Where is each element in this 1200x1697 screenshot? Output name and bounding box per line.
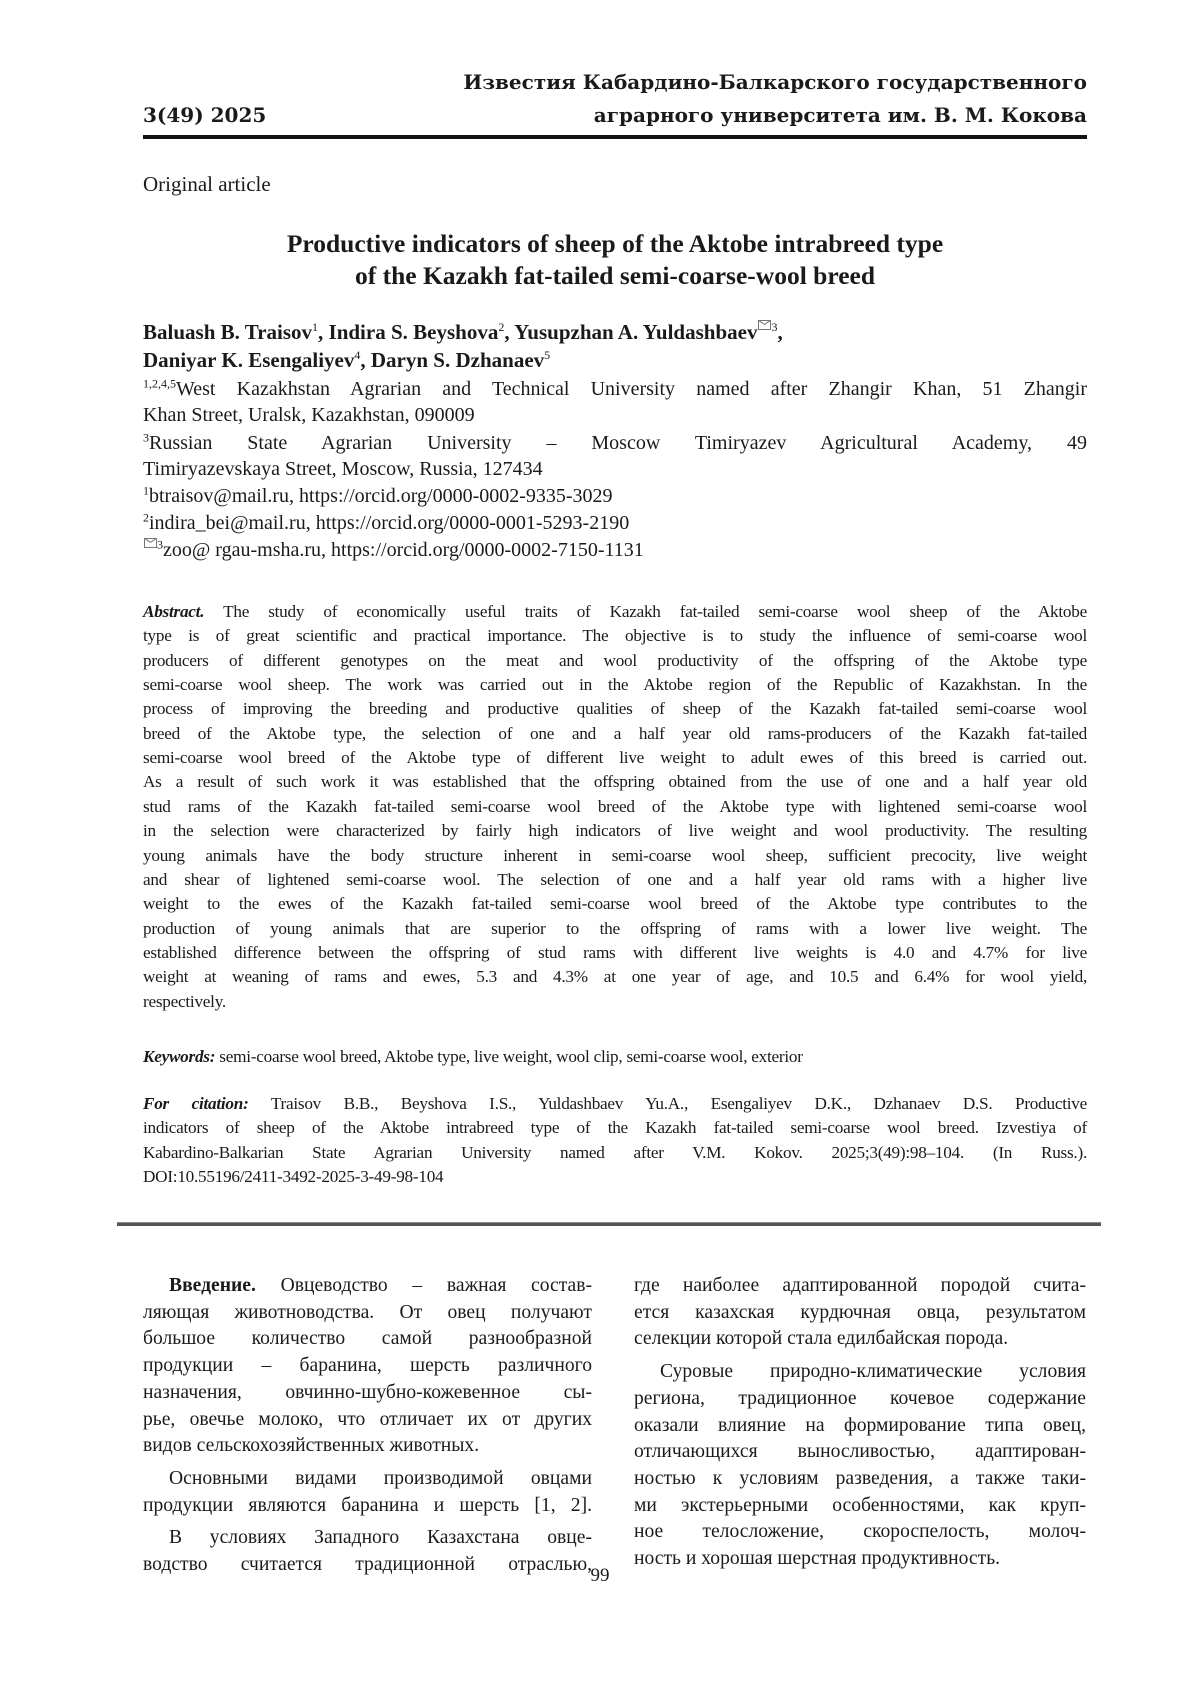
abstract-text: breed of the Aktobe type, the selection of one and a half year old rams-producers of the Kazakh fat-tailed [143, 723, 1087, 743]
affiliation-line [143, 430, 1087, 456]
contact-line [143, 483, 613, 509]
body-text: Овцеводство – важная состав- [255, 1275, 592, 1296]
body-line [143, 1493, 592, 1520]
abstract-line [143, 770, 1087, 794]
citation-label: For citation: [143, 1094, 249, 1113]
article-title [143, 228, 1087, 292]
abstract-text: production of young animals that are superior to the offspring of rams with a lower live weight. The [143, 918, 1087, 938]
body-text: ми экстерьерными особенностями, как круп- [634, 1494, 1086, 1516]
keywords-text: semi-coarse wool breed, Aktobe type, live weight, wool clip, semi-coarse wool, exterior [215, 1047, 803, 1066]
abstract-text: As a result of such work it was established that the offspring obtained from the use of one and a half year old [143, 772, 1087, 792]
body-line [143, 1380, 592, 1407]
affiliation-text: Russian State Agrarian University – Moscow Timiryazev Agricultural Academy, 49 [149, 432, 1087, 454]
abstract-text: process of improving the breeding and productive qualities of sheep of the Kazakh fat-tailed semi-coarse wool [143, 699, 1087, 719]
body-text: селекции которой стала едилбайская порода. [634, 1328, 1009, 1350]
abstract-line [143, 795, 1087, 819]
body-text: ностью к условиям разведения, а также таки- [634, 1467, 1086, 1489]
contact-text[interactable]: btraisov@mail.ru, https://orcid.org/0000-0002-9335-3029 [149, 485, 613, 507]
body-line [660, 1359, 1086, 1386]
citation-text: indicators of sheep of the Aktobe intrabreed type of the Kazakh fat-tailed semi-coarse wool breed. Izvestiya of [143, 1118, 1087, 1138]
abstract-text: semi-coarse wool sheep. The work was carried out in the Aktobe region of the Republic of Kazakhstan. In the [143, 675, 1087, 695]
citation-text: Kabardino-Balkarian State Agrarian University named after V.M. Kokov. 2025;3(49):98–104. (In Russ.). [143, 1142, 1087, 1162]
author-line: Daniyar K. Esengaliyev$^4$, Daryn S. Dzhanaev$^5$ [143, 348, 551, 372]
issue-number: 3(49) 2025 [143, 103, 267, 127]
body-text: где наиболее адаптированной породой счита- [634, 1275, 1086, 1296]
body-text: продукции являются баранина и шерсть [1, 2]. [143, 1494, 592, 1516]
body-text: оказали влияние на формирование типа овец, [634, 1414, 1086, 1436]
body-text: Суровые природно-климатические условия [660, 1361, 1086, 1383]
affiliation-sup: 3 [143, 430, 149, 445]
body-line [143, 1326, 592, 1353]
body-line [634, 1326, 1086, 1353]
affiliation-text: West Kazakhstan Agrarian and Technical University named after Zhangir Khan, 51 Zhangir [176, 378, 1087, 400]
abstract-text: stud rams of the Kazakh fat-tailed semi-coarse wool breed of the Aktobe type with lightened semi-coarse wool [143, 796, 1087, 816]
author-name: Daniyar K. Esengaliyev [143, 348, 355, 372]
body-line [169, 1525, 592, 1552]
body-line [143, 1407, 592, 1434]
journal-title-line1: Известия Кабардино-Балкарского государственного [463, 70, 1087, 94]
affiliation-line: Khan Street, Uralsk, Kazakhstan, 090009 [143, 404, 475, 426]
body-text: ляющая животноводства. От овец получают [143, 1301, 592, 1323]
abstract-text: and shear of lightened semi-coarse wool. The selection of one and a half year old rams with a higher live [143, 869, 1087, 889]
article-type: Original article [143, 172, 271, 196]
envelope-icon [758, 320, 771, 330]
body-text: водство считается традиционной отраслью, [143, 1554, 592, 1575]
body-line [634, 1519, 1086, 1546]
keywords [143, 1045, 803, 1069]
body-line [634, 1466, 1086, 1493]
body-line [169, 1466, 592, 1493]
citation-line [143, 1116, 1087, 1140]
body-line [169, 1273, 592, 1300]
author-name: Indira S. Beyshova [328, 320, 499, 344]
abstract-text: respectively. [143, 991, 226, 1011]
body-text: продукции – баранина, шерсть различного [143, 1355, 592, 1377]
body-line [634, 1439, 1086, 1466]
abstract-line [143, 819, 1087, 843]
citation-line [143, 1165, 443, 1189]
body-text: рье, овечье молоко, что отличает их от других [143, 1408, 592, 1430]
body-text: видов сельскохозяйственных животных. [143, 1435, 480, 1457]
contact-sup: 1 [143, 483, 149, 498]
body-text: ется казахская курдючная овца, результатом [634, 1301, 1086, 1323]
body-line [143, 1433, 592, 1460]
affiliation-line [143, 376, 1087, 402]
section-heading: Введение. [169, 1275, 256, 1296]
page-number: 99 [590, 1565, 610, 1586]
title-line: Productive indicators of sheep of the Aktobe intrabreed type [286, 229, 944, 258]
abstract-text: semi-coarse wool breed of the Aktobe type of different live weight to adult ewes of this breed is carried out. [143, 748, 1087, 768]
abstract-text: producers of different genotypes on the meat and wool productivity of the offspring of the Aktobe type [143, 650, 1087, 670]
abstract-line [143, 673, 1087, 697]
contact-sup: 2 [143, 510, 149, 525]
abstract-text: weight at weaning of rams and ewes, 5.3 and 4.3% at one year of age, and 10.5 and 6.4% for wool yield, [143, 967, 1087, 987]
author-name: Daryn S. Dzhanaev [370, 348, 545, 372]
body-text: ность и хорошая шерстная продуктивность. [634, 1548, 1001, 1569]
abstract-line [143, 649, 1087, 673]
contact-sup: 3 [157, 537, 163, 552]
abstract-line [143, 722, 1087, 746]
body-text: В условиях Западного Казахстана овце- [169, 1527, 592, 1549]
abstract-line [143, 892, 1087, 916]
envelope-icon [144, 538, 157, 548]
body-text: региона, традиционное кочевое содержание [634, 1387, 1086, 1409]
abstract-line [143, 917, 1087, 941]
affiliation-sup: 1,2,4,5 [143, 376, 176, 391]
abstract-line [143, 600, 1087, 624]
body-text: большое количество самой разнообразной [143, 1328, 592, 1350]
author-sup: 1 [312, 320, 319, 334]
citation-line [143, 1141, 1087, 1165]
abstract-line [143, 746, 1087, 770]
body-text: Основными видами производимой овцами [169, 1467, 592, 1489]
author-sup: 4 [354, 348, 361, 362]
body-line [634, 1300, 1086, 1327]
abstract-line [143, 624, 1087, 648]
section-divider [117, 1222, 1101, 1226]
abstract-line [143, 844, 1087, 868]
body-text: ное телосложение, скороспелость, молоч- [634, 1521, 1086, 1543]
abstract-line [143, 697, 1087, 721]
header-rule [143, 135, 1087, 139]
abstract-text: established difference between the offspring of stud rams with different live weights is 4.0 and 4.7% for live [143, 942, 1087, 962]
citation-text: Traisov B.B., Beyshova I.S., Yuldashbaev Yu.A., Esengaliyev D.K., Dzhanaev D.S. Productive [248, 1094, 1087, 1113]
contact-text[interactable]: zoo@ rgau-msha.ru, https://orcid.org/0000-0002-7150-1131 [163, 539, 644, 561]
author-sup: 5 [544, 348, 551, 362]
abstract-text: weight to the ewes of the Kazakh fat-tailed semi-coarse wool breed of the Aktobe type contributes to the [143, 894, 1087, 914]
abstract-text: in the selection were characterized by fairly high indicators of live weight and wool productivity. The resulting [143, 821, 1087, 841]
citation-line [143, 1092, 1087, 1116]
author-sup: 3 [771, 320, 778, 334]
keywords-label: Keywords: [143, 1047, 216, 1066]
abstract-line [143, 941, 1087, 965]
journal-title-line2: аграрного университета им. В. М. Кокова [593, 103, 1087, 127]
abstract-text: type is of great scientific and practical importance. The objective is to study the influence of semi-coarse wool [143, 626, 1087, 646]
body-line [634, 1493, 1086, 1520]
abstract-line [143, 868, 1087, 892]
body-line [634, 1273, 1086, 1300]
abstract-text: young animals have the body structure inherent in semi-coarse wool sheep, sufficient precocity, live weight [143, 845, 1087, 865]
citation-text: DOI:10.55196/2411-3492-2025-3-49-98-104 [143, 1167, 444, 1187]
author-list [143, 318, 783, 374]
contact-line [143, 537, 644, 563]
title-line: of the Kazakh fat-tailed semi-coarse-wool breed [354, 261, 876, 290]
body-text: отличающихся выносливостью, адаптирован- [634, 1441, 1086, 1463]
author-line: Baluash B. Traisov$^1$, Indira S. Beyshova$^2$, Yusupzhan A. Yuldashbaev $^3$, [143, 320, 783, 344]
body-line [634, 1386, 1086, 1413]
contact-text[interactable]: indira_bei@mail.ru, https://orcid.org/0000-0001-5293-2190 [149, 512, 630, 534]
body-line [143, 1300, 592, 1327]
contact-line [143, 510, 629, 536]
affiliation-line: Timiryazevskaya Street, Moscow, Russia, 127434 [143, 458, 543, 480]
abstract-label: Abstract. [143, 602, 205, 621]
body-text: назначения, овчинно-шубно-кожевенное сы- [143, 1381, 592, 1403]
abstract-line [143, 990, 226, 1014]
abstract-text: The study of economically useful traits of Kazakh fat-tailed semi-coarse wool sheep of the Aktobe [204, 602, 1087, 621]
body-line [143, 1353, 592, 1380]
author-sup: 2 [498, 320, 505, 334]
author-name: Yusupzhan A. Yuldashbaev [514, 320, 758, 344]
abstract-line [143, 965, 1087, 989]
author-name: Baluash B. Traisov [143, 320, 313, 344]
body-line [634, 1413, 1086, 1440]
